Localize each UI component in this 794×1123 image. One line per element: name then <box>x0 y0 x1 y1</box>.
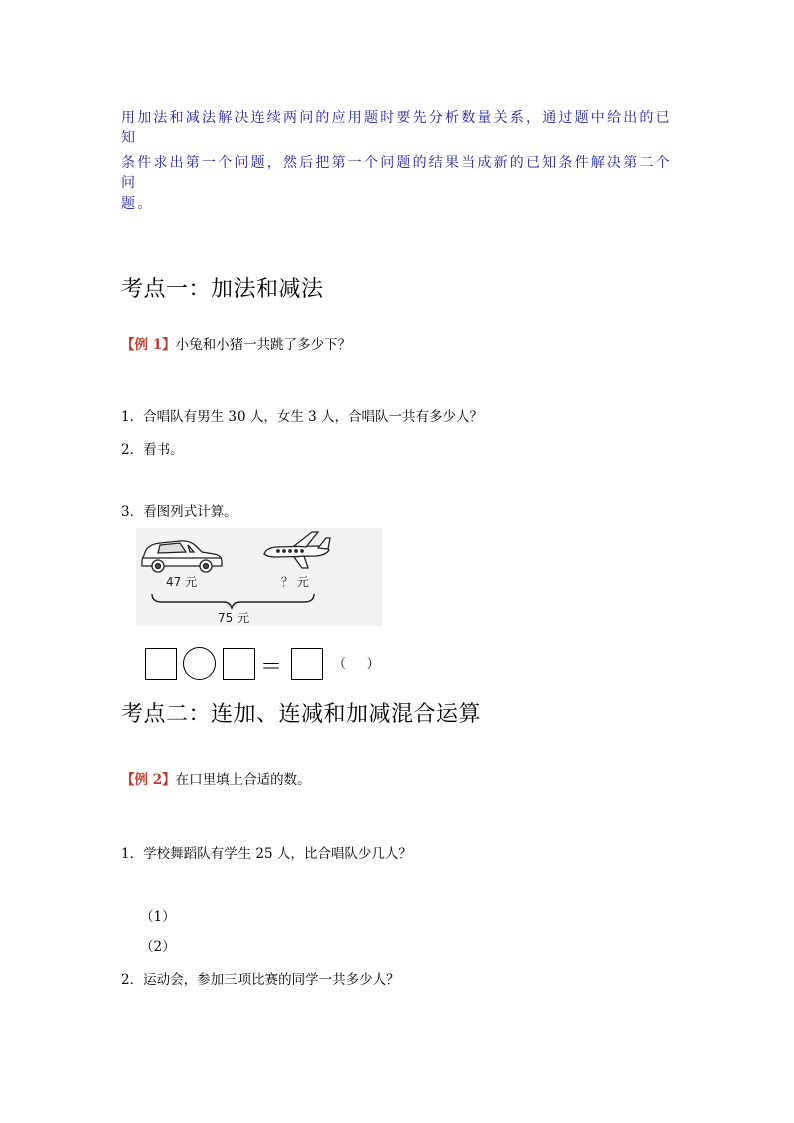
section2-question-1: 1．学校舞蹈队有学生 25 人，比合唱队少几人？ <box>121 846 412 862</box>
section2-heading: 考点二：连加、连减和加减混合运算 <box>121 702 482 727</box>
example-2-tag: 【例 2】 <box>121 772 176 788</box>
example-1-text: 小兔和小猪一共跳了多少下？ <box>175 337 352 353</box>
section1-heading: 考点一：加法和减法 <box>121 277 324 302</box>
car-price-label: 47 元 <box>166 575 198 589</box>
answer-box-result[interactable] <box>291 648 323 680</box>
brace <box>152 594 314 608</box>
total-price-label: 75 元 <box>218 611 250 625</box>
sub-question-1: （1） <box>140 909 176 925</box>
equals-sign: ＝ <box>260 655 283 680</box>
operator-circle[interactable] <box>183 647 216 680</box>
example-1 <box>121 333 351 353</box>
section1-question-2: 2．看书。 <box>121 442 184 458</box>
section1-question-1: 1．合唱队有男生 30 人，女生 3 人，合唱队一共有多少人？ <box>121 409 484 425</box>
example-2 <box>121 768 311 788</box>
section2-question-2: 2．运动会，参加三项比赛的同学一共多少人？ <box>121 972 400 988</box>
picture-figure <box>136 528 382 626</box>
intro-line-2: 条件求出第一个问题，然后把第一个问题的结果当成新的已知条件解决第二个问 <box>121 155 672 191</box>
figure-illustration <box>136 528 382 626</box>
car-icon <box>142 541 222 572</box>
unit-paren[interactable]: （ ） <box>333 657 380 672</box>
example-1-tag: 【例 1】 <box>121 337 176 353</box>
answer-box-2[interactable] <box>223 648 255 680</box>
plane-price-label: ？ 元 <box>281 575 309 589</box>
sub-question-2: （2） <box>140 939 176 955</box>
intro-line-3: 题。 <box>121 196 154 212</box>
intro-line-1: 用加法和减法解决连续两问的应用题时要先分析数量关系，通过题中给出的已知 <box>121 110 672 146</box>
example-2-text: 在口里填上合适的数。 <box>175 772 311 788</box>
answer-box-1[interactable] <box>145 648 177 680</box>
plane-icon <box>264 532 330 568</box>
section1-question-3: 3．看图列式计算。 <box>121 504 238 520</box>
